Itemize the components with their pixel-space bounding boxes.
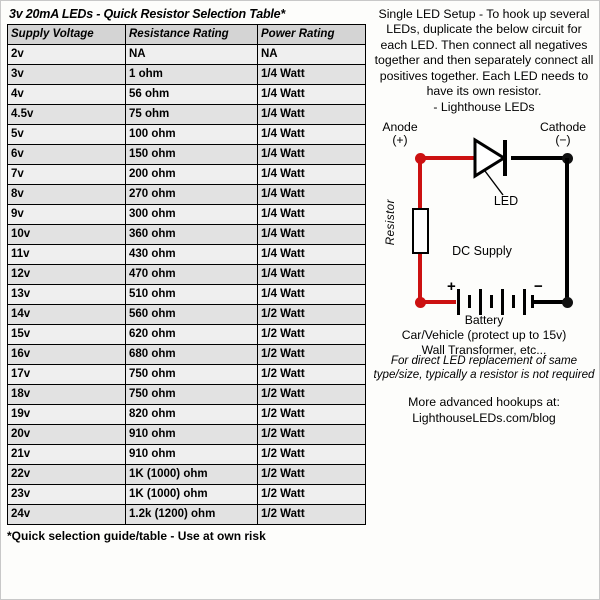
cell-power-rating: 1/4 Watt [258, 85, 366, 105]
table-row [8, 65, 366, 85]
cell-resistance-rating: 270 ohm [126, 185, 258, 205]
cell-power-rating: 1/2 Watt [258, 365, 366, 385]
cell-supply-voltage: 13v [8, 285, 126, 305]
cell-supply-voltage: 16v [8, 345, 126, 365]
cell-supply-voltage: 5v [8, 125, 126, 145]
cell-resistance-rating: 56 ohm [126, 85, 258, 105]
cell-supply-voltage: 14v [8, 305, 126, 325]
column-header-power-rating: Power Rating [258, 25, 366, 45]
anode-label [369, 121, 431, 147]
table-row [8, 445, 366, 465]
battery-plate-short-2 [490, 295, 493, 308]
table-row [8, 165, 366, 185]
table-row [8, 125, 366, 145]
table-row [8, 505, 366, 525]
cell-power-rating: 1/2 Watt [258, 385, 366, 405]
battery-plate-long-4 [523, 289, 526, 315]
wire-top-negative [511, 156, 567, 160]
anode-label-text: Anode [382, 120, 418, 135]
cell-resistance-rating: 750 ohm [126, 365, 258, 385]
battery-plate-long-1 [457, 289, 460, 315]
battery-plate-long-3 [501, 289, 504, 315]
cell-resistance-rating: 200 ohm [126, 165, 258, 185]
node-battery-negative [562, 297, 573, 308]
table-row [8, 285, 366, 305]
cathode-label-text: Cathode [539, 120, 587, 135]
table-row [8, 105, 366, 125]
cell-supply-voltage: 17v [8, 365, 126, 385]
cell-supply-voltage: 24v [8, 505, 126, 525]
wire-left-upper [418, 158, 422, 208]
diagram-panel [371, 5, 597, 597]
cell-power-rating: 1/4 Watt [258, 225, 366, 245]
anode-sign-text: (+) [392, 133, 408, 148]
cell-power-rating: 1/2 Watt [258, 325, 366, 345]
table-header-row [8, 25, 366, 45]
battery-plate-long-2 [479, 289, 482, 315]
cell-power-rating: 1/2 Watt [258, 345, 366, 365]
table-row [8, 465, 366, 485]
cell-power-rating: 1/4 Watt [258, 65, 366, 85]
table-row [8, 485, 366, 505]
table-row [8, 345, 366, 365]
table-row [8, 325, 366, 345]
resistor-label: Resistor [385, 199, 397, 246]
battery-caption-line-3: Wall Transformer, etc... [421, 343, 547, 358]
resistor-table-panel [7, 6, 367, 543]
cell-resistance-rating: 680 ohm [126, 345, 258, 365]
cell-supply-voltage: 19v [8, 405, 126, 425]
cell-power-rating: 1/4 Watt [258, 265, 366, 285]
table-footnote: *Quick selection guide/table - Use at own risk [7, 529, 266, 543]
wire-right [565, 158, 569, 302]
table-row [8, 265, 366, 285]
cell-resistance-rating: 620 ohm [126, 325, 258, 345]
cell-supply-voltage: 2v [8, 45, 126, 65]
cell-resistance-rating: 750 ohm [126, 385, 258, 405]
cell-power-rating: 1/4 Watt [258, 285, 366, 305]
cell-resistance-rating: 560 ohm [126, 305, 258, 325]
table-row [8, 385, 366, 405]
cell-supply-voltage: 20v [8, 425, 126, 445]
cell-supply-voltage: 9v [8, 205, 126, 225]
cell-resistance-rating: 1K (1000) ohm [126, 485, 258, 505]
cell-supply-voltage: 10v [8, 225, 126, 245]
cell-resistance-rating: 300 ohm [126, 205, 258, 225]
table-row [8, 225, 366, 245]
table-row [8, 85, 366, 105]
cell-supply-voltage: 8v [8, 185, 126, 205]
intro-paragraph: Single LED Setup - To hook up several LEDs, duplicate the below circuit for each LED. Then connect all negatives together and then separately connect all positives together. Each LED needs to have its own resistor. [374, 7, 594, 99]
cell-supply-voltage: 4.5v [8, 105, 126, 125]
cell-power-rating: 1/2 Watt [258, 305, 366, 325]
battery-plate-short-1 [468, 295, 471, 308]
cell-resistance-rating: 510 ohm [126, 285, 258, 305]
dc-supply-label: DC Supply [452, 244, 512, 259]
cell-power-rating: 1/4 Watt [258, 145, 366, 165]
cell-power-rating: 1/2 Watt [258, 445, 366, 465]
cell-supply-voltage: 3v [8, 65, 126, 85]
wire-top-positive [420, 156, 476, 160]
wire-left-lower [418, 254, 422, 302]
cell-supply-voltage: 7v [8, 165, 126, 185]
cell-resistance-rating: 1.2k (1200) ohm [126, 505, 258, 525]
battery-caption-line-1: Battery [464, 313, 504, 328]
footer-link[interactable]: LighthouseLEDs.com/blog [412, 411, 556, 426]
cell-power-rating: 1/4 Watt [258, 105, 366, 125]
battery-plate-short-4 [531, 295, 534, 308]
cell-resistance-rating: 75 ohm [126, 105, 258, 125]
table-row [8, 365, 366, 385]
table-row [8, 45, 366, 65]
cell-supply-voltage: 18v [8, 385, 126, 405]
cell-power-rating: 1/2 Watt [258, 405, 366, 425]
cell-power-rating: 1/2 Watt [258, 505, 366, 525]
table-title: 3v 20mA LEDs - Quick Resistor Selection Table* [9, 7, 286, 21]
cell-power-rating: 1/2 Watt [258, 485, 366, 505]
cell-supply-voltage: 23v [8, 485, 126, 505]
table-row [8, 245, 366, 265]
cathode-sign-text: (−) [555, 133, 571, 148]
cell-resistance-rating: 910 ohm [126, 425, 258, 445]
led-label: LED [493, 194, 519, 209]
table-row [8, 185, 366, 205]
cell-resistance-rating: 910 ohm [126, 445, 258, 465]
battery-caption-line-2: Car/Vehicle (protect up to 15v) [401, 328, 567, 343]
cell-supply-voltage: 22v [8, 465, 126, 485]
cell-resistance-rating: 470 ohm [126, 265, 258, 285]
cell-power-rating: 1/4 Watt [258, 165, 366, 185]
table-row [8, 145, 366, 165]
cell-supply-voltage: 15v [8, 325, 126, 345]
cell-power-rating: 1/4 Watt [258, 245, 366, 265]
cell-supply-voltage: 6v [8, 145, 126, 165]
cell-power-rating: NA [258, 45, 366, 65]
cell-resistance-rating: 1K (1000) ohm [126, 465, 258, 485]
cell-resistance-rating: 820 ohm [126, 405, 258, 425]
cell-resistance-rating: 150 ohm [126, 145, 258, 165]
node-battery-positive [415, 297, 426, 308]
column-header-resistance-rating: Resistance Rating [126, 25, 258, 45]
table-row [8, 405, 366, 425]
battery-minus-sign: − [534, 278, 543, 296]
footer-block [371, 394, 597, 426]
cell-power-rating: 1/4 Watt [258, 125, 366, 145]
cell-power-rating: 1/2 Watt [258, 465, 366, 485]
footer-line-1: More advanced hookups at: [408, 395, 560, 410]
resistor-selection-table [7, 24, 366, 525]
table-row [8, 205, 366, 225]
battery-plus-sign: + [447, 278, 456, 296]
cell-supply-voltage: 4v [8, 85, 126, 105]
led-leader-line [471, 165, 511, 199]
cathode-label [526, 121, 600, 147]
battery-caption [371, 313, 597, 358]
replacement-note: For direct LED replacement of same type/size, typically a resistor is not required [373, 354, 595, 382]
battery-plate-short-3 [512, 295, 515, 308]
brand-caption: - Lighthouse LEDs [433, 100, 535, 115]
led-circuit-diagram [371, 117, 597, 358]
cell-supply-voltage: 12v [8, 265, 126, 285]
cell-power-rating: 1/4 Watt [258, 205, 366, 225]
cell-supply-voltage: 11v [8, 245, 126, 265]
table-row [8, 305, 366, 325]
cell-power-rating: 1/2 Watt [258, 425, 366, 445]
cell-power-rating: 1/4 Watt [258, 185, 366, 205]
table-body [8, 45, 366, 525]
cell-resistance-rating: 430 ohm [126, 245, 258, 265]
table-row [8, 425, 366, 445]
cell-resistance-rating: 1 ohm [126, 65, 258, 85]
cell-resistance-rating: 360 ohm [126, 225, 258, 245]
resistor-symbol [412, 208, 429, 254]
column-header-supply-voltage: Supply Voltage [8, 25, 126, 45]
cell-resistance-rating: 100 ohm [126, 125, 258, 145]
cell-supply-voltage: 21v [8, 445, 126, 465]
cell-resistance-rating: NA [126, 45, 258, 65]
